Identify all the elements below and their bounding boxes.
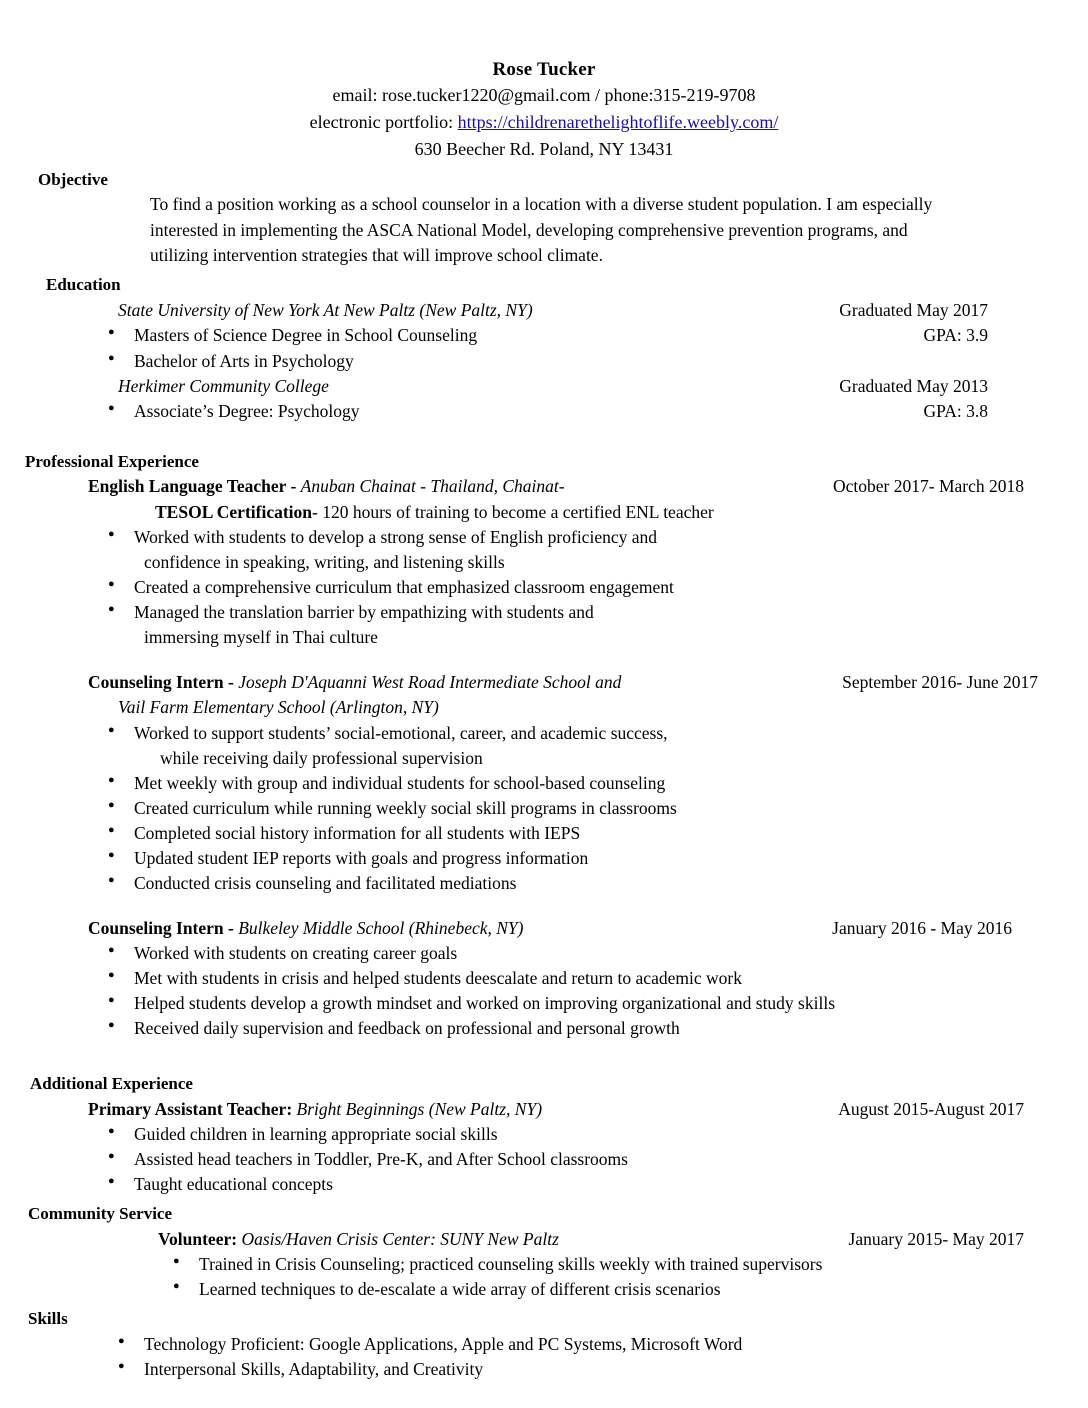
volunteer-org: Oasis/Haven Crisis Center: SUNY New Paltz: [241, 1228, 559, 1249]
list-item: [100, 771, 1088, 796]
job-org: Bulkeley Middle School (Rhinebeck, NY): [238, 917, 524, 938]
job-bullet-text: Conducted crisis counseling and facilitated mediations: [134, 872, 517, 893]
list-item: [100, 721, 1088, 771]
list-item: [100, 1147, 1088, 1172]
job-dates: September 2016- June 2017: [842, 672, 1038, 693]
portfolio-label: electronic portfolio:: [309, 111, 458, 132]
list-item: [100, 796, 1088, 821]
contact-line: email: rose.tucker1220@gmail.com / phone:315-219-9708: [332, 84, 756, 105]
list-item: [100, 821, 1088, 846]
additional-org: Bright Beginnings (New Paltz, NY): [296, 1098, 543, 1119]
job-entry: [0, 670, 1088, 695]
job-org-line2: Vail Farm Elementary School (Arlington, NY): [118, 697, 439, 718]
job-bullet-text: Created a comprehensive curriculum that emphasized classroom engagement: [134, 577, 674, 598]
additional-dates: August 2015-August 2017: [838, 1098, 1024, 1119]
tesol-certification-detail: - 120 hours of training to become a certified ENL teacher: [312, 501, 714, 522]
job-bullet-list: [0, 941, 1088, 1041]
job-bullet-text: Helped students develop a growth mindset and worked on improving organizational and study skills: [134, 993, 836, 1014]
volunteer-role: Volunteer:: [158, 1228, 242, 1249]
job-subline: [0, 500, 1088, 525]
job-bullet-text-cont: confidence in speaking, writing, and listening skills: [144, 552, 505, 573]
job-bullet-text: Worked with students on creating career goals: [134, 943, 458, 964]
section-education: [0, 272, 1088, 424]
job-dates: January 2016 - May 2016: [832, 917, 1012, 938]
community-service-bullet-list: [0, 1252, 1088, 1302]
education-graduation: Graduated May 2013: [839, 376, 988, 396]
list-item: [100, 323, 988, 348]
skills-bullet-text: Interpersonal Skills, Adaptability, and Creativity: [144, 1358, 484, 1379]
professional-experience-title: Professional Experience: [25, 451, 199, 471]
candidate-name: Rose Tucker: [492, 59, 596, 80]
list-item: [100, 871, 1088, 896]
list-item: [100, 1122, 1088, 1147]
education-bullet-text: ● Masters of Science Degree in School Counseling: [134, 325, 478, 346]
job-bullet-text: Created curriculum while running weekly social skill programs in classrooms: [134, 797, 677, 818]
list-item: [100, 600, 1088, 650]
portfolio-link[interactable]: https://childrenarethelightoflife.weebly.com/: [457, 111, 779, 132]
job-bullet-list: [0, 525, 1088, 650]
education-title: Education: [46, 275, 121, 295]
education-school: Herkimer Community College: [118, 376, 329, 396]
section-objective: [0, 167, 1088, 269]
list-item: [100, 1016, 1088, 1041]
education-school: State University of New York At New Paltz (New Paltz, NY): [118, 299, 533, 320]
education-gpa: GPA: 3.8: [923, 401, 988, 422]
additional-bullet-text: Taught educational concepts: [134, 1174, 333, 1195]
job-bullet-text: Met with students in crisis and helped students deescalate and return to academic work: [134, 968, 742, 989]
list-item: [100, 991, 1088, 1016]
job-bullet-text: Met weekly with group and individual students for school-based counseling: [134, 772, 666, 793]
education-entry: [0, 298, 1088, 323]
job-bullet-text-cont: while receiving daily professional supervision: [160, 747, 483, 768]
job-role: Counseling Intern -: [88, 917, 239, 938]
education-graduation: Graduated May 2017: [839, 299, 988, 320]
list-item: [100, 575, 1088, 600]
list-item: [110, 1357, 1088, 1382]
section-skills: [0, 1306, 1088, 1382]
skills-bullet-text: Technology Proficient: Google Applications, Apple and PC Systems, Microsoft Word: [144, 1333, 743, 1354]
address-line: 630 Beecher Rd. Poland, NY 13431: [414, 138, 674, 159]
tesol-certification-label: TESOL Certification: [155, 501, 313, 522]
list-item: [100, 399, 988, 424]
job-bullet-text: Completed social history information for all students with IEPS: [134, 822, 581, 843]
list-item: [165, 1252, 1088, 1277]
community-service-entry: [0, 1227, 1088, 1252]
job-bullet-text: Updated student IEP reports with goals and progress information: [134, 847, 589, 868]
portfolio-line: [0, 109, 1088, 136]
objective-title: Objective: [38, 169, 108, 189]
list-item: [100, 846, 1088, 871]
list-item: [100, 1172, 1088, 1197]
community-service-title: Community Service: [28, 1204, 173, 1224]
job-entry: [0, 916, 1088, 941]
job-role: Counseling Intern -: [88, 672, 239, 693]
education-bullet-list: [0, 323, 1088, 374]
additional-bullet-text: Assisted head teachers in Toddler, Pre-K, and After School classrooms: [134, 1149, 628, 1170]
section-additional-experience: [0, 1071, 1088, 1197]
additional-bullet-list: [0, 1122, 1088, 1197]
objective-body: To find a position working as a school counselor in a location with a diverse student population. I am especially interested in implementing the ASCA National Model, developing comprehensive prevention programs, and utilizing intervention strategies that will improve school climate.: [150, 194, 933, 265]
section-community-service: [0, 1201, 1088, 1302]
skills-title: Skills: [28, 1309, 68, 1329]
list-item: [110, 1332, 1088, 1357]
list-item: [165, 1277, 1088, 1302]
education-entry: [0, 374, 1088, 399]
job-bullet-text-cont: immersing myself in Thai culture: [144, 627, 378, 648]
additional-experience-entry: [0, 1097, 1088, 1122]
skills-bullet-list: [0, 1332, 1088, 1382]
job-bullet-text: Managed the translation barrier by empathizing with students and: [134, 602, 594, 623]
education-bullet-text: ● Bachelor of Arts in Psychology: [134, 350, 354, 371]
job-bullet-text: Received daily supervision and feedback on professional and personal growth: [134, 1018, 680, 1039]
job-bullet-text: Worked with students to develop a strong sense of English proficiency and: [134, 527, 657, 547]
job-org: Joseph D'Aquanni West Road Intermediate School and: [238, 672, 622, 693]
education-gpa: GPA: 3.9: [923, 325, 988, 346]
additional-bullet-text: Guided children in learning appropriate social skills: [134, 1124, 498, 1145]
education-bullet-list: [0, 399, 1088, 424]
list-item: [100, 966, 1088, 991]
job-role: English Language Teacher -: [88, 476, 301, 497]
job-dates: October 2017- March 2018: [833, 476, 1024, 497]
job-bullet-text: Worked to support students’ social-emotional, career, and academic success,: [134, 722, 668, 743]
list-item: [100, 349, 988, 374]
additional-role: Primary Assistant Teacher:: [88, 1098, 297, 1119]
job-org: Anuban Chainat - Thailand, Chainat-: [300, 476, 565, 497]
job-entry: [0, 474, 1088, 499]
resume-header: [0, 0, 1088, 163]
list-item: [100, 525, 1088, 575]
additional-experience-title: Additional Experience: [30, 1074, 193, 1094]
section-professional-experience: [0, 449, 1088, 1042]
list-item: [100, 941, 1088, 966]
community-bullet-text: Trained in Crisis Counseling; practiced counseling skills weekly with trained supervisors: [199, 1254, 823, 1275]
community-bullet-text: Learned techniques to de-escalate a wide array of different crisis scenarios: [199, 1279, 721, 1300]
volunteer-dates: January 2015- May 2017: [848, 1228, 1024, 1249]
education-bullet-text: ● Associate’s Degree: Psychology: [134, 401, 360, 422]
job-bullet-list: [0, 721, 1088, 896]
